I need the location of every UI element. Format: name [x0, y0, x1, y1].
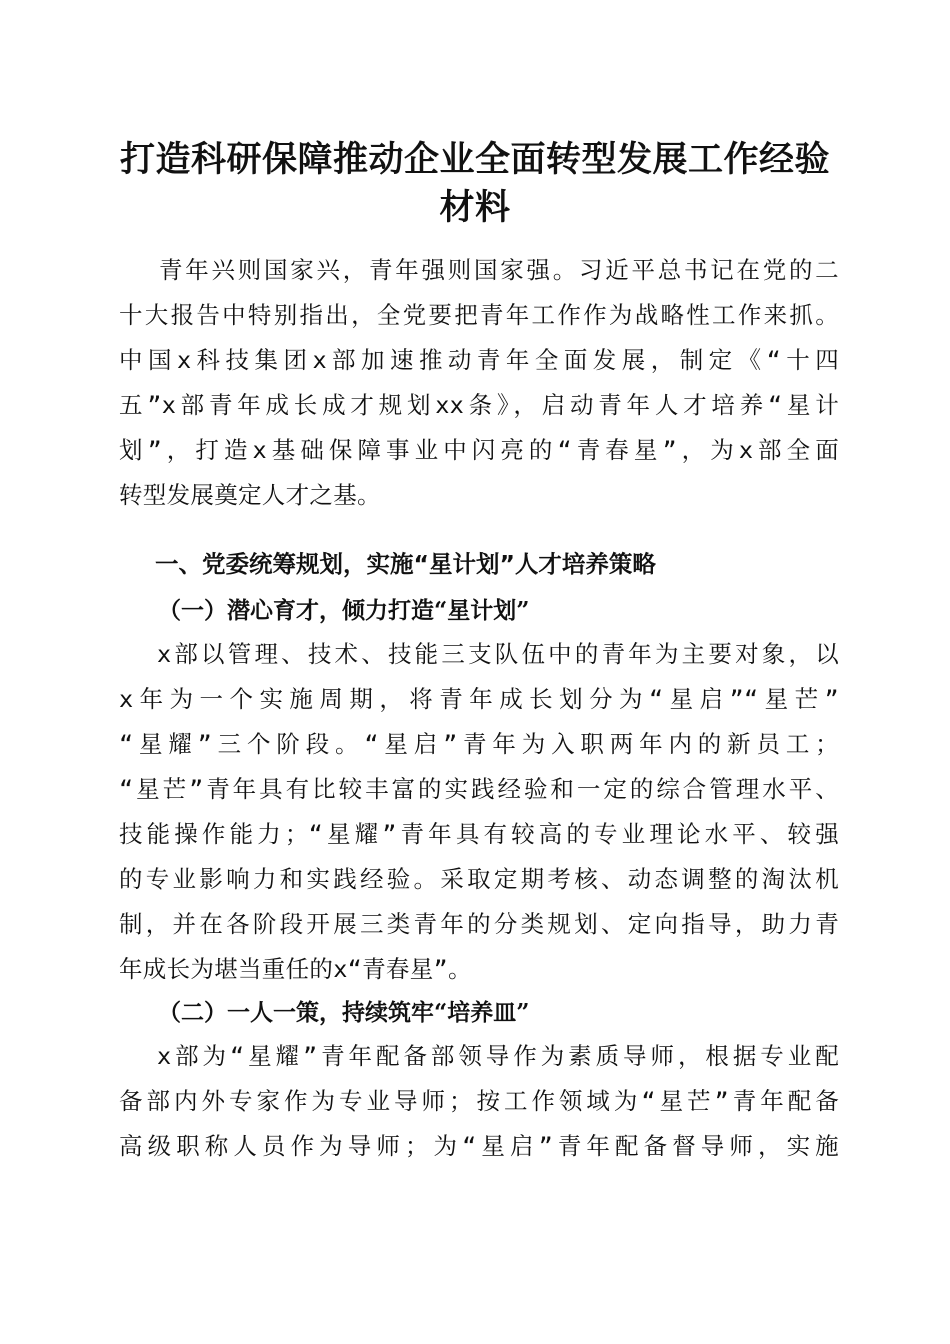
intro-paragraph	[119, 248, 839, 518]
document-title-line-2: 材料	[439, 187, 511, 228]
subsection-2-paragraph	[119, 1034, 839, 1169]
intro-line: 中国x科技集团x部加速推动青年全面发展，制定《“十四	[119, 346, 839, 374]
paragraph-line: x年为一个实施周期，将青年成长划分为“星启”“星芒”	[119, 685, 839, 713]
subsection-1-heading: （一）潜心育才，倾力打造“星计划”	[158, 597, 530, 624]
paragraph-line: 高级职称人员作为导师；为“星启”青年配备督导师，实施	[119, 1132, 839, 1160]
paragraph-line: 技能操作能力；“星耀”青年具有较高的专业理论水平、较强	[119, 820, 839, 848]
paragraph-line: 年成长为堪当重任的x“青春星”。	[119, 955, 472, 983]
intro-line: 青年兴则国家兴，青年强则国家强。习近平总书记在党的二	[159, 256, 839, 284]
paragraph-line: 备部内外专家作为专业导师；按工作领域为“星芒”青年配备	[119, 1087, 839, 1115]
paragraph-line: x部为“星耀”青年配备部领导作为素质导师，根据专业配	[157, 1042, 839, 1070]
intro-line: 转型发展奠定人才之基。	[119, 481, 381, 509]
paragraph-line: 制，并在各阶段开展三类青年的分类规划、定向指导，助力青	[119, 910, 839, 938]
section-1-heading: 一、党委统筹规划，实施“星计划”人才培养策略	[155, 550, 656, 578]
paragraph-line: 的专业影响力和实践经验。采取定期考核、动态调整的淘汰机	[119, 865, 839, 893]
intro-line: 划”，打造x基础保障事业中闪亮的“青春星”，为x部全面	[119, 436, 839, 464]
subsection-2-heading: （二）一人一策，持续筑牢“培养皿”	[158, 999, 530, 1026]
subsection-1-paragraph	[119, 632, 839, 992]
intro-line: 五”x部青年成长成才规划xx条》，启动青年人才培养“星计	[119, 391, 839, 419]
document-title-line-1: 打造科研保障推动企业全面转型发展工作经验	[119, 139, 830, 180]
intro-line: 十大报告中特别指出，全党要把青年工作作为战略性工作来抓。	[119, 301, 839, 329]
paragraph-line: “星耀”三个阶段。“星启”青年为入职两年内的新员工；	[119, 730, 839, 758]
paragraph-line: “星芒”青年具有比较丰富的实践经验和一定的综合管理水平、	[119, 775, 839, 803]
paragraph-line: x部以管理、技术、技能三支队伍中的青年为主要对象，以	[157, 640, 839, 668]
